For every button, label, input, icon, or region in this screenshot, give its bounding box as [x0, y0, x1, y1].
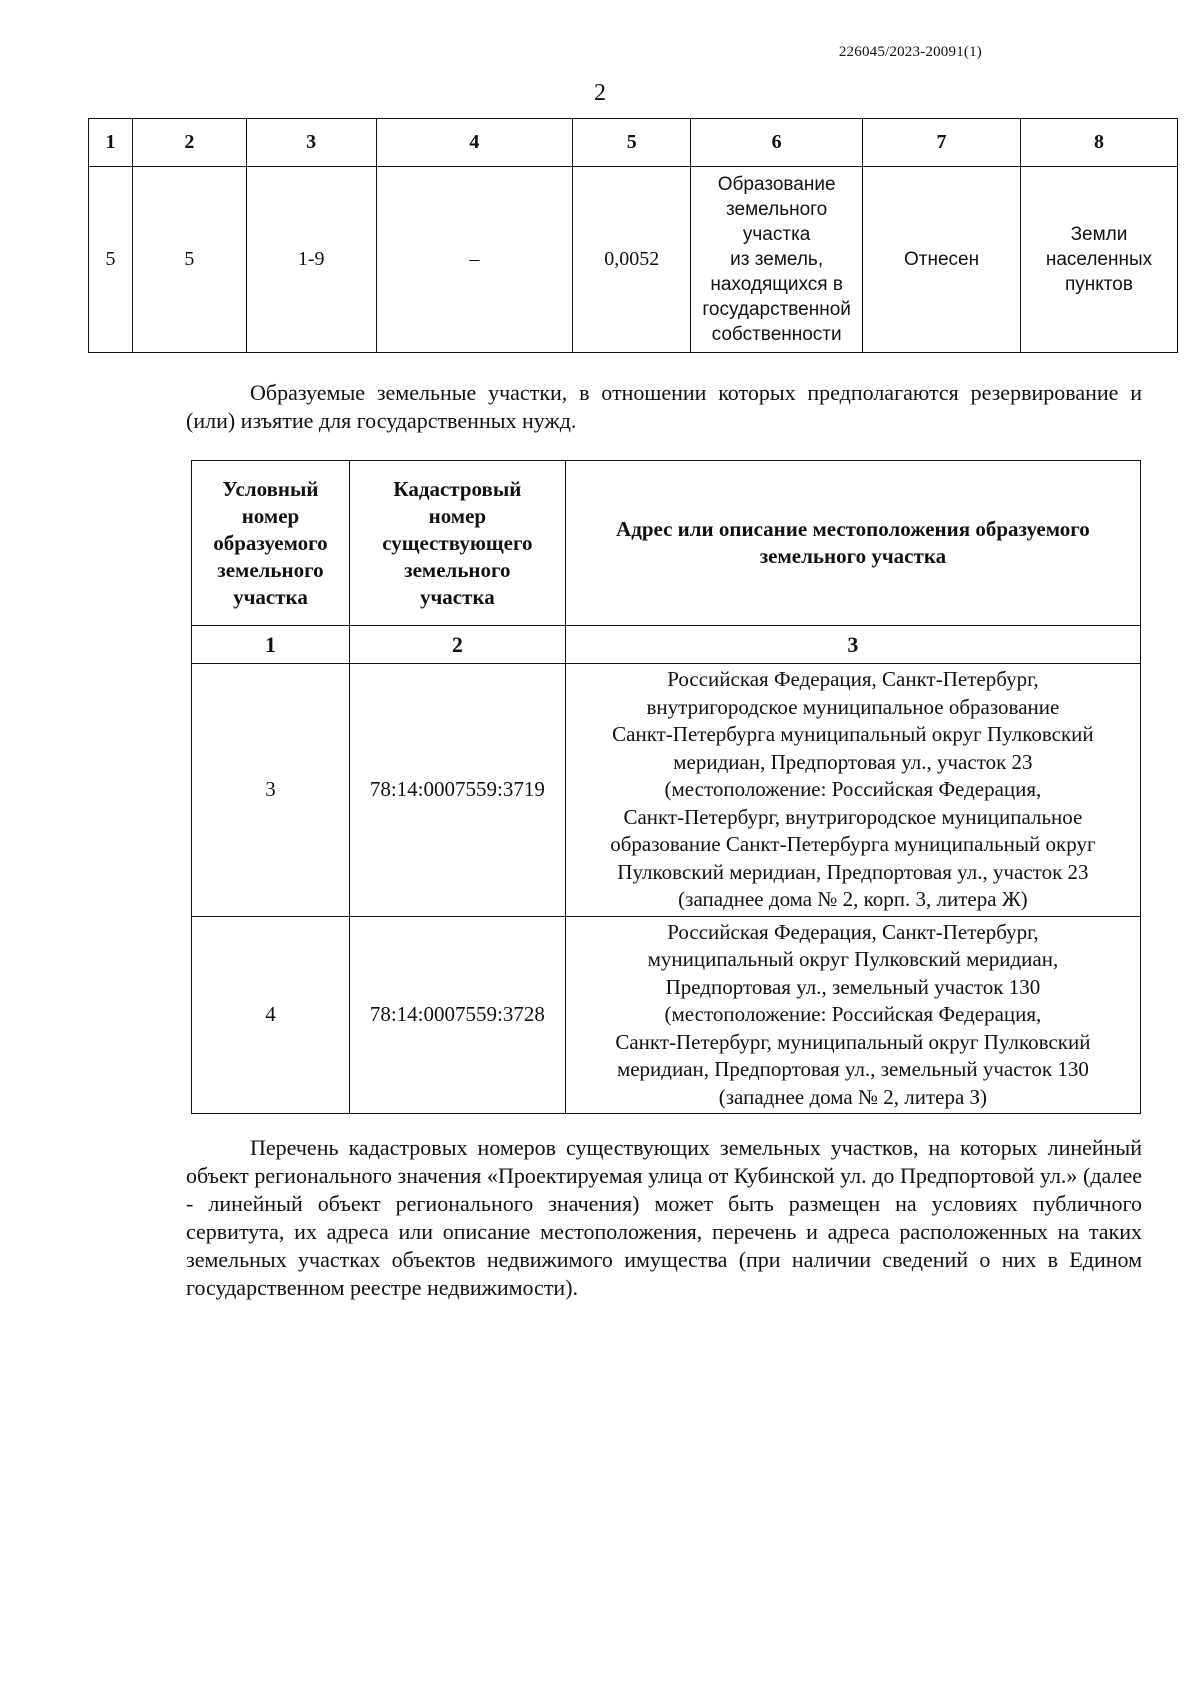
table-1-col-num: 8 — [1020, 119, 1177, 167]
text-line: меридиан, Предпортовая ул., земельный участок 130 — [616, 1057, 1089, 1082]
text-line: Адрес или описание местоположения образуемого — [616, 517, 1090, 541]
text-line: Санкт-Петербурга муниципальный округ Пулковский — [612, 722, 1094, 747]
text-line: участка — [233, 584, 308, 609]
text-line: образуемого — [213, 530, 328, 555]
parcel-address — [565, 664, 1140, 917]
table-2-col-num: 1 — [192, 626, 350, 664]
table-2 — [191, 460, 1141, 1114]
table-2-header-cell — [349, 461, 565, 626]
text-line: внутригородское муниципальное образование — [646, 694, 1060, 719]
table-1-col-num: 1 — [89, 119, 133, 167]
text-line: образование Санкт-Петербурга муниципальный округ — [610, 832, 1096, 857]
table-1-cell: Отнесен — [863, 167, 1021, 353]
table-1-cell: 5 — [89, 167, 133, 353]
text-line: находящихся в — [710, 274, 843, 295]
table-1-cell: – — [376, 167, 573, 353]
document-id: 226045/2023-20091(1) — [838, 44, 982, 60]
table-2-col-num: 3 — [565, 626, 1140, 664]
text-line: населенных — [1045, 249, 1153, 270]
text-line: Российская Федерация, Санкт-Петербург, — [667, 667, 1039, 692]
table-1-cell-category — [1020, 167, 1177, 353]
table-2-number-row — [192, 626, 1141, 664]
table-1-header-row — [89, 119, 1178, 167]
text-line: Санкт-Петербург, муниципальный округ Пулковский — [615, 1029, 1091, 1054]
text-line: номер — [241, 503, 300, 528]
table-1-col-num: 3 — [246, 119, 376, 167]
text-line: Санкт-Петербург, внутригородское муниципальное — [623, 804, 1083, 829]
table-1-col-num: 2 — [132, 119, 246, 167]
cadastral-number: 78:14:0007559:3719 — [349, 664, 565, 917]
table-1-col-num: 4 — [376, 119, 573, 167]
text-line: (местоположение: Российская Федерация, — [664, 1002, 1042, 1027]
cadastral-number: 78:14:0007559:3728 — [349, 917, 565, 1114]
parcel-number: 3 — [192, 664, 350, 917]
table-row — [192, 664, 1141, 917]
table-row — [89, 167, 1178, 353]
table-1-cell-purpose — [691, 167, 863, 353]
text-line: Земли — [1070, 224, 1128, 245]
parcel-number: 4 — [192, 917, 350, 1114]
table-1-cell: 1-9 — [246, 167, 376, 353]
text-line: из земель, — [730, 249, 824, 270]
table-1-col-num: 6 — [691, 119, 863, 167]
text-line: (западнее дома № 2, литера З) — [718, 1084, 988, 1109]
text-line: Кадастровый — [393, 476, 522, 501]
table-2-header-cell — [565, 461, 1140, 626]
text-line: меридиан, Предпортовая ул., участок 23 — [673, 749, 1033, 774]
text-line: Образование — [717, 174, 836, 195]
text-line: земельного участка — [759, 544, 947, 568]
table-2-header-row — [192, 461, 1141, 626]
text-line: земельного — [217, 557, 324, 582]
text-line: Российская Федерация, Санкт-Петербург, — [667, 919, 1039, 944]
paragraph-easement-list: Перечень кадастровых номеров существующих земельных участков, на которых линейный объект регионального значения «Проектируемая улица от Кубинской ул. до Предпортовой ул.» (далее - линейный объект регионального значения) может быть размещен на условиях публичного сервитута, их адреса или описание местоположения, перечень и адреса расположенных на таких земельных участках объектов недвижимого имущества (при наличии сведений о них в Едином государственном реестре недвижимости). — [186, 1135, 1142, 1300]
text-line: (западнее дома № 2, корп. 3, литера Ж) — [678, 887, 1028, 912]
paragraph-reservation: Образуемые земельные участки, в отношении которых предполагаются резервирование и (или) изъятие для государственных нужд. — [186, 380, 1142, 433]
text-line: Условный — [222, 476, 319, 501]
text-line: муниципальный округ Пулковский меридиан, — [647, 947, 1059, 972]
text-line: Пулковский меридиан, Предпортовая ул., участок 23 — [617, 859, 1089, 884]
text-line: пунктов — [1065, 274, 1133, 295]
table-1-col-num: 5 — [573, 119, 691, 167]
table-1-cell: 5 — [132, 167, 246, 353]
page-number: 2 — [594, 80, 606, 106]
table-1-col-num: 7 — [863, 119, 1021, 167]
text-line: участка — [742, 224, 811, 245]
table-2-header-cell — [192, 461, 350, 626]
text-line: земельного — [726, 199, 828, 220]
text-line: существующего — [382, 530, 533, 555]
text-line: государственной — [702, 299, 851, 320]
text-line: участка — [419, 584, 495, 609]
parcel-address — [565, 917, 1140, 1114]
table-2-col-num: 2 — [349, 626, 565, 664]
table-row — [192, 917, 1141, 1114]
table-1-cell: 0,0052 — [573, 167, 691, 353]
text-line: (местоположение: Российская Федерация, — [664, 777, 1042, 802]
text-line: земельного — [404, 557, 511, 582]
table-1 — [88, 118, 1178, 353]
text-line: собственности — [711, 324, 842, 345]
text-line: Предпортовая ул., земельный участок 130 — [665, 974, 1041, 999]
text-line: номер — [428, 503, 487, 528]
